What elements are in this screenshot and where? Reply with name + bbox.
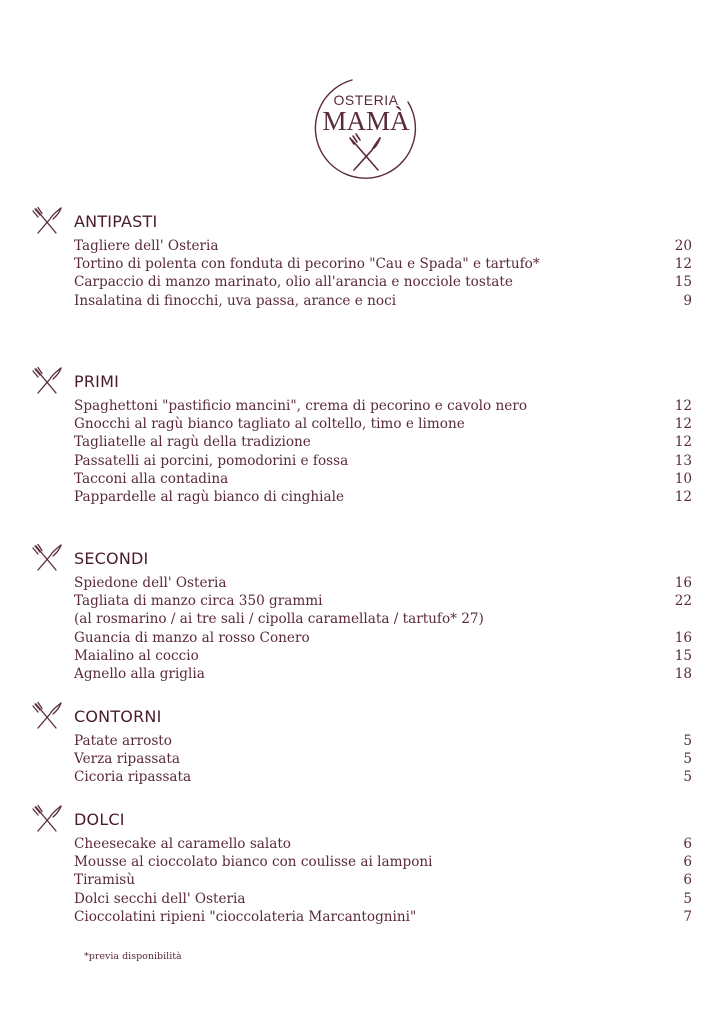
menu-item-name: Gnocchi al ragù bianco tagliato al coltello, timo e limone: [74, 416, 465, 433]
menu-item-name: Agnello alla griglia: [74, 666, 205, 683]
fork-and-knife-icon: [30, 543, 66, 573]
section-header: [30, 701, 692, 731]
menu-item-price: 9: [683, 292, 692, 309]
section-items: [74, 237, 692, 310]
menu-item: [74, 415, 692, 433]
menu-item-price: 6: [683, 854, 692, 871]
section-title: SECONDI: [74, 548, 149, 568]
menu-item-name: Tortino di polenta con fonduta di pecorino "Cau e Spada" e tartufo*: [74, 256, 540, 273]
menu-item-price: 6: [683, 836, 692, 852]
menu-item-name: Pappardelle al ragù bianco di cinghiale: [74, 489, 345, 506]
menu-item: [74, 470, 692, 488]
menu-item-name: Tagliatelle al ragù della tradizione: [74, 434, 311, 451]
menu-item-name: Carpaccio di manzo marinato, olio all'arancia e nocciole tostate: [74, 274, 513, 291]
menu-item-name: Insalatina di finocchi, uva passa, arance e noci: [74, 292, 397, 309]
section-title: CONTORNI: [74, 706, 162, 726]
menu-item-name: Cheesecake al caramello salato: [74, 836, 291, 852]
menu-item-price: 15: [674, 274, 692, 291]
menu-item-price: 5: [683, 733, 692, 749]
section-title: DOLCI: [74, 809, 125, 829]
menu-item: [74, 592, 692, 610]
menu-item: [74, 871, 692, 889]
menu-item-price: 12: [674, 256, 692, 273]
menu-item: [74, 665, 692, 683]
menu-item-price: 15: [674, 647, 692, 664]
menu-item: [74, 629, 692, 647]
menu-item-name: Mousse al cioccolato bianco con coulisse ai lamponi: [74, 854, 433, 871]
section-antipasti: [30, 206, 692, 310]
menu-item-name: Tagliere dell' Osteria: [74, 238, 219, 254]
menu-item-price: 12: [674, 489, 692, 506]
section-dolci: [30, 804, 692, 926]
menu-item: [74, 237, 692, 255]
section-header: [30, 206, 692, 236]
section-title: ANTIPASTI: [74, 211, 158, 231]
menu-item-price: 5: [683, 890, 692, 907]
menu-item-name: Tagliata di manzo circa 350 grammi: [74, 593, 323, 610]
menu-item: [74, 732, 692, 750]
logo-bottom-text: MAMÀ: [322, 106, 410, 136]
menu-item-price: 5: [683, 769, 692, 786]
section-contorni: [30, 701, 692, 787]
menu-item-name: Passatelli ai porcini, pomodorini e fossa: [74, 452, 349, 469]
footnote: *previa disponibilità: [84, 951, 182, 962]
menu-item-name: Cicoria ripassata: [74, 769, 192, 786]
section-title: PRIMI: [74, 371, 120, 391]
menu-item-name: Tiramisù: [74, 872, 135, 889]
menu-item-price: 7: [683, 908, 692, 925]
menu-item-price: 13: [674, 452, 692, 469]
crossed-cutlery-icon: [350, 134, 380, 170]
section-primi: [30, 366, 692, 506]
section-items: [74, 574, 692, 683]
menu-item-name: Maialino al coccio: [74, 647, 199, 664]
menu-item-name: Patate arrosto: [74, 733, 172, 749]
menu-item: [74, 835, 692, 853]
fork-and-knife-icon: [30, 206, 66, 236]
section-items: [74, 732, 692, 787]
section-items: [74, 397, 692, 506]
menu-item-price: 16: [674, 575, 692, 591]
menu-item: [74, 255, 692, 273]
menu-item: [74, 397, 692, 415]
section-header: [30, 543, 692, 573]
section-header: [30, 804, 692, 834]
menu-item: [74, 452, 692, 470]
menu-item-price: 16: [674, 629, 692, 646]
section-items: [74, 835, 692, 926]
menu-item-price: 20: [674, 238, 692, 254]
menu-item-price: 12: [674, 416, 692, 433]
menu-item: [74, 890, 692, 908]
menu-item: [74, 768, 692, 786]
menu-item: [74, 273, 692, 291]
menu-item-price: 6: [683, 872, 692, 889]
fork-and-knife-icon: [30, 701, 66, 731]
menu-item-price: 12: [674, 434, 692, 451]
menu-item-price: 12: [674, 398, 692, 414]
osteria-mama-logo: [310, 72, 422, 184]
menu-item-name: Tacconi alla contadina: [74, 470, 229, 487]
menu-item: [74, 908, 692, 926]
menu-item-name: Cioccolatini ripieni "cioccolateria Marcantognini": [74, 908, 417, 925]
menu-item: [74, 647, 692, 665]
menu-item-price: 22: [674, 593, 692, 610]
menu-item: [74, 488, 692, 506]
menu-item-name: Spiedone dell' Osteria: [74, 575, 227, 591]
logo-top-text: OSTERIA: [333, 92, 399, 108]
menu-item: [74, 853, 692, 871]
menu-item: [74, 750, 692, 768]
section-header: [30, 366, 692, 396]
menu-item-price: 18: [674, 666, 692, 683]
fork-and-knife-icon: [30, 366, 66, 396]
menu-item-name: Guancia di manzo al rosso Conero: [74, 629, 310, 646]
menu-item: [74, 292, 692, 310]
menu-item: [74, 574, 692, 592]
menu-item-name: Spaghettoni "pastificio mancini", crema di pecorino e cavolo nero: [74, 398, 528, 414]
menu-item: [74, 433, 692, 451]
fork-and-knife-icon: [30, 804, 66, 834]
menu-item-name: Verza ripassata: [74, 751, 180, 768]
logo-emblem: [310, 72, 422, 184]
menu-item-name: Dolci secchi dell' Osteria: [74, 890, 246, 907]
menu-item-note: (al rosmarino / ai tre sali / cipolla caramellata / tartufo* 27): [74, 611, 484, 628]
section-secondi: [30, 543, 692, 683]
menu-item-price: 10: [674, 470, 692, 487]
menu-item-price: 5: [683, 751, 692, 768]
